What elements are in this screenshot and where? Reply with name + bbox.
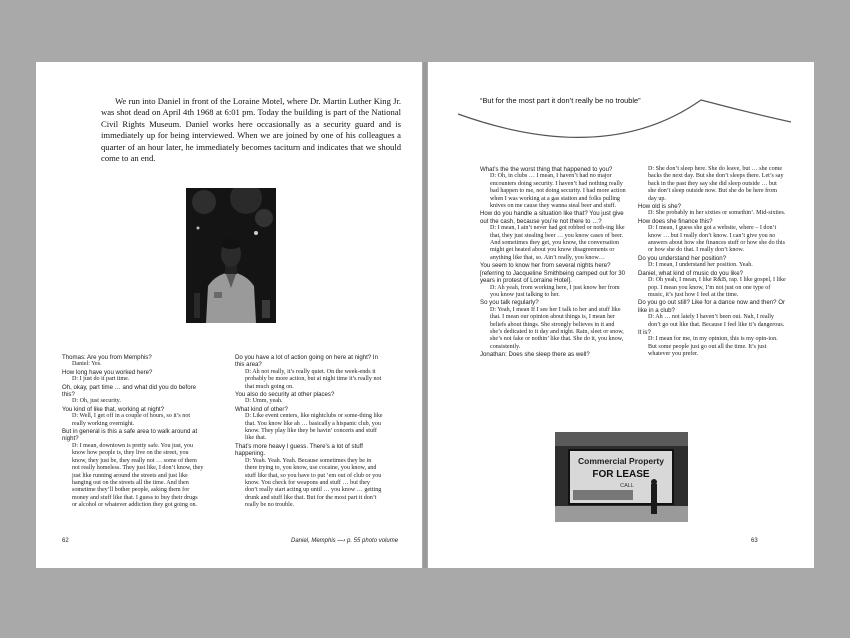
- answer-line: D: Oh, in clubs … I mean, I haven’t had no major encounters doing security. I haven’t had nothing really bad happen to me, not doing security. I had more action when I was working at a gas station and folks pulling knives on me cause they wanna steal beer and stuff.: [490, 173, 626, 210]
- answer-line: D: Well, I get off in a couple of hours, so it’s not really working overnight.: [72, 413, 191, 427]
- question-line: Daniel, what kind of music do you like?: [638, 269, 744, 277]
- question-line: You also do security at other places?: [235, 391, 335, 399]
- question-line: Do you go out still? Like for a dance now and then? Or like in a club?: [638, 299, 786, 314]
- answer-line: D: I mean, I understand her position. Yeah.: [648, 262, 753, 269]
- question-line: How does she finance this?: [638, 217, 713, 225]
- sign-line-2: FOR LEASE: [592, 469, 650, 480]
- pull-quote: “But for the most part it don’t really be no trouble”: [480, 96, 641, 105]
- daniel-portrait-image: [186, 188, 276, 323]
- page-number-left: 62: [62, 538, 69, 544]
- question-line: Thomas: Are you from Memphis?: [62, 354, 152, 361]
- question-line: But in general is this a safe area to walk around at night?: [62, 428, 198, 443]
- answer-line: Daniel: Yes.: [72, 361, 102, 368]
- left-page: [36, 62, 422, 568]
- question-line: How do you handle a situation like that? You just give out the cash, because you’re not there to …?: [480, 210, 624, 225]
- answer-line: D: Like event centers, like nightclubs or some-thing like that. You know like ah … basically a hispanic club, you know. They play like they be havin’ concerts and stuff like that.: [245, 413, 383, 442]
- question-line: So you talk regularly?: [480, 299, 539, 307]
- question-line: How old is she?: [638, 203, 682, 211]
- right-page: [428, 62, 814, 568]
- interview-column-left-2: [235, 354, 383, 510]
- intro-text: We run into Daniel in front of the Loraine Motel, where Dr. Martin Luther King Jr. was shot dead on April 4th 1968 at 6:01 pm. Today the building is part of the National Civil Rights Museum. Daniel works here occasionally as a security guard and is immediately up for being interviewed. When we are joined by one of his colleagues a quarter of an hour later, he immediately becomes taciturn and indicates that we should come to an end.: [101, 96, 401, 164]
- answer-line: D: Oh, just security.: [72, 398, 121, 405]
- answer-line: D: Yeah. Yeah. Yeah. Because sometimes they be in there trying to, you know, use cocaine, you know, and stuff like that, so you have to put ’em out of club or you know. You check for weapons and stuff … but they don’t really start acting up until … you know … getting drunk and stuff like that. But for the most part it don’t really be no trouble.: [245, 457, 382, 509]
- answer-line: D: Ah … not lately I haven’t been out. Nah, I really don’t go out like that. Because I feel like it’s dangerous.: [648, 314, 785, 328]
- answer-line: D: I mean, downtown is pretty safe. You just, you know how people is, they live on the street, you know, they just be, they really not … some of them not really homeless. They just like, I don’t know, they just like running around the streets and just like hanging out on the streets all the time. And then sometime they’ll bother people, asking them for money and stuff like that. I guess to buy their drugs or alcohol or whatever addiction they got going on.: [72, 442, 204, 509]
- answer-line: D: Ah not really, it’s really quiet. On the week-ends it probably be more action, but at night time it’s really not that much going on.: [245, 368, 382, 390]
- answer-line: D: I mean, I ain’t never had got robbed or noth-ing like that, they just stealing beer … you know cases of beer. And sometimes they get, you know, the conversation might get heated about you know disagreements or anything like that, so. Ain’t really, you know…: [490, 225, 625, 261]
- answer-line: D: I mean, I guess she got a website, where – I don’t know … but I really don’t know. I can’t give you no answers about how she finances stuff or how she do this or how she do that. I really don’t know.: [648, 225, 785, 254]
- interview-column-left-1: [62, 354, 204, 510]
- question-line: Oh, okay, part time … and what did you do before this?: [62, 383, 197, 399]
- book-gutter: [423, 62, 427, 568]
- question-line: Do you understand her position?: [638, 254, 727, 262]
- answer-line: D: I mean for me, in my opinion, this is my opin-ion. But some people just go out all the time. It’s just whatever you prefer.: [648, 336, 778, 358]
- answer-line: D: She don’t sleep here. She do leave, but … she come backs the next day. But she don’t sleeps there. Let’s say back in the past they say she did sleep outside … but she don’t sleep outside now. But she do be here from day up.: [648, 166, 784, 202]
- answer-line: D: Umm, yeah.: [245, 398, 283, 405]
- question-line: What kind of other?: [235, 405, 288, 413]
- interview-column-right-1: [480, 166, 628, 359]
- intro-paragraph: [101, 96, 401, 164]
- question-line: Do you have a lot of action going on here at night? In this area?: [235, 354, 378, 369]
- page-number-right: 63: [751, 538, 758, 544]
- answer-line: D: Oh yeah, I mean, I like R&B, rap. I like gospel, I like pop. I mean you know, I’m not just on one type of music, it’s just how I feel at the time.: [648, 277, 786, 298]
- question-line: What’s the the worst thing that happened to you?: [480, 166, 613, 173]
- question-line: You kind of like that, working at night?: [62, 405, 165, 413]
- answer-line: D: Ah yeah, from working here, I just know her from you know just talking to her.: [490, 284, 620, 298]
- answer-line: D: Yeah, I mean If I see her I talk to her and stuff like that. I mean our opinion about things is, I mean her beliefs about things. She strongly believes in it and she’s dedicated to it day and night. Rain, sleet or snow, she’s not fake or nothin’ like that. She do it, you know, consistently.: [490, 306, 624, 350]
- interview-column-right-2: [638, 166, 786, 359]
- question-line: How long have you worked here?: [62, 368, 153, 376]
- question-line: Jonathan: Does she sleep there as well?: [480, 351, 590, 359]
- question-line: That’s more heavy I guess. There’s a lot of stuff happening.: [235, 442, 363, 458]
- question-line: You seem to know her from several nights here? [referring to Jacqueline Smithbeing camped out for 30 years in protest of Lorraine Hotel].: [480, 262, 625, 285]
- sign-line-3: CALL: [620, 483, 634, 489]
- lease-sign-image: [555, 432, 688, 522]
- answer-line: D: I just do it part time.: [72, 376, 130, 383]
- daniel-portrait-photo: [186, 188, 276, 323]
- question-line: It is?: [638, 328, 651, 336]
- answer-line: D: She probably in her sixties or somethin’. Mid-sixties.: [648, 210, 786, 217]
- lease-sign-photo: [555, 432, 688, 522]
- sign-line-1: Commercial Property: [578, 456, 664, 466]
- decorative-arc: [456, 92, 796, 142]
- running-head: Daniel, Memphis —› p. 55 photo volume: [291, 538, 399, 544]
